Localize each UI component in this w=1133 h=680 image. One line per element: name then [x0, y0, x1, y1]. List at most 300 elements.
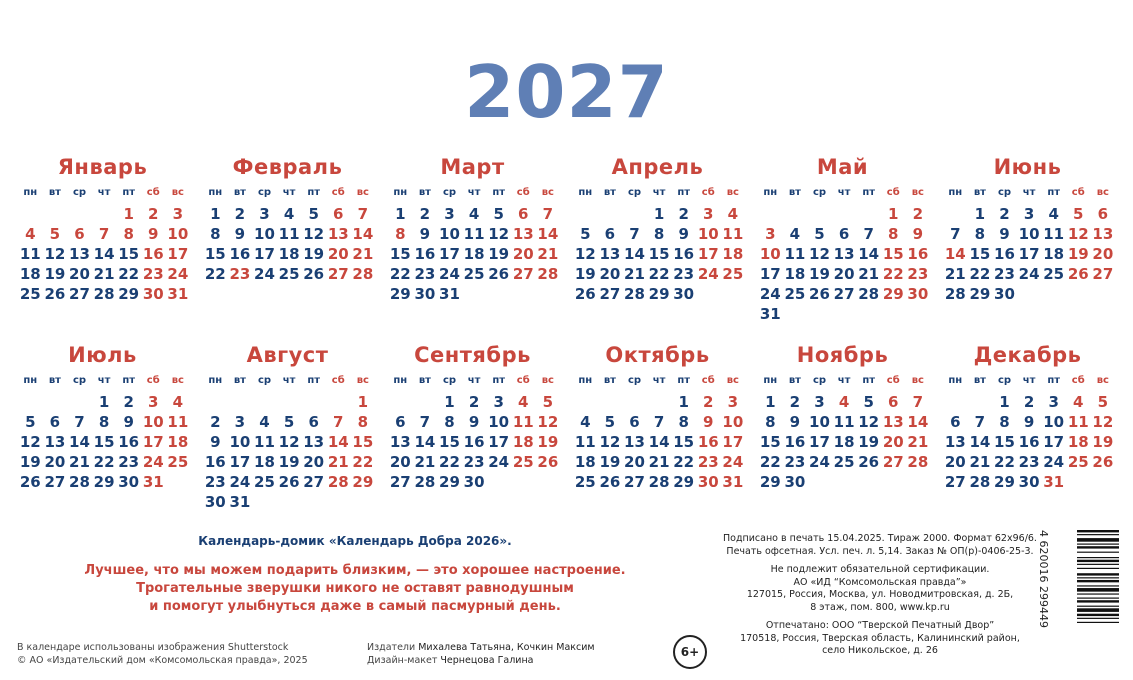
calendar-day: 3	[1048, 393, 1059, 411]
calendar-day: 13	[69, 245, 90, 263]
calendar-day: 13	[327, 225, 349, 243]
calendar-day: 23	[463, 453, 485, 471]
calendar-day: 17	[167, 245, 189, 263]
calendar-day: 5	[283, 413, 295, 431]
calendar-day: 12	[1067, 225, 1089, 243]
calendar-day: 5	[814, 225, 825, 243]
calendar-day: 31	[167, 285, 189, 303]
calendar-day: 8	[395, 225, 406, 243]
month-block	[385, 340, 560, 492]
calendar-day: 16	[994, 245, 1015, 263]
calendar-day: 17	[722, 433, 744, 451]
calendar-day: 16	[673, 245, 695, 263]
weekday-label: пт	[122, 375, 136, 386]
calendar-day: 13	[944, 433, 966, 451]
calendar-day: 22	[882, 265, 904, 283]
calendar-day: 29	[648, 285, 670, 303]
imprint-line: Не подлежит обязательной сертификации.	[770, 564, 990, 575]
month-grid	[758, 182, 930, 324]
weekday-label: чт	[837, 375, 851, 386]
calendar-day: 28	[969, 473, 991, 491]
calendar-day: 5	[1097, 393, 1109, 411]
weekday-label: вс	[726, 187, 739, 198]
calendar-day: 8	[444, 413, 455, 431]
calendar-day: 10	[1043, 413, 1065, 431]
calendar-day: 11	[722, 225, 744, 243]
weekday-label: вс	[356, 375, 369, 386]
calendar-day: 28	[414, 473, 436, 491]
weekday-label: вт	[233, 375, 246, 386]
calendar-day: 23	[142, 265, 164, 283]
calendar-day: 10	[439, 225, 460, 243]
calendar-day: 7	[974, 413, 986, 431]
barcode-bar	[1077, 614, 1119, 616]
weekday-label: сб	[146, 375, 160, 386]
barcode-bar	[1077, 608, 1119, 612]
calendar-day: 14	[537, 225, 559, 243]
calendar-day: 27	[833, 285, 855, 303]
calendar-day: 18	[512, 433, 534, 451]
weekday-label: чт	[467, 187, 481, 198]
calendar-day: 23	[1018, 453, 1040, 471]
weekday-label: пт	[862, 375, 876, 386]
barcode-bar	[1077, 585, 1119, 586]
calendar-day: 10	[254, 225, 275, 243]
calendar-day: 21	[93, 265, 115, 283]
calendar-day: 21	[352, 245, 374, 263]
calendar-day: 2	[234, 205, 246, 223]
calendar-day: 24	[722, 453, 744, 471]
calendar-day: 7	[357, 205, 369, 223]
weekday-label: ср	[997, 187, 1012, 198]
calendar-day: 15	[118, 245, 140, 263]
calendar-day: 22	[759, 453, 781, 471]
month-block	[570, 340, 745, 492]
calendar-day: 21	[858, 265, 880, 283]
calendar-day: 24	[254, 265, 275, 283]
calendar-day: 4	[727, 205, 739, 223]
calendar-day: 15	[352, 433, 374, 451]
calendar-day: 9	[468, 413, 480, 431]
calendar-day: 30	[118, 473, 140, 491]
month-name: Октябрь	[605, 343, 710, 367]
calendar-day: 20	[512, 245, 534, 263]
calendar-day: 12	[44, 245, 66, 263]
weekday-label: вт	[418, 187, 431, 198]
calendar-day: 5	[604, 413, 616, 431]
imprint	[710, 533, 1050, 658]
calendar-day: 19	[19, 453, 41, 471]
calendar-day: 1	[98, 393, 110, 411]
calendar-day: 13	[512, 225, 534, 243]
calendar-day: 9	[148, 225, 159, 243]
calendar-day: 6	[74, 225, 85, 243]
calendar-day: 14	[93, 245, 115, 263]
calendar-day: 8	[357, 413, 369, 431]
calendar-day: 25	[278, 265, 300, 283]
month-name: Февраль	[232, 155, 343, 179]
weekday-label: чт	[467, 375, 481, 386]
weekday-label: пт	[1047, 375, 1061, 386]
calendar-day: 14	[327, 433, 349, 451]
calendar-day: 22	[673, 453, 695, 471]
calendar-day: 23	[784, 453, 806, 471]
calendar-day: 27	[512, 265, 534, 283]
calendar-day: 30	[994, 285, 1015, 303]
imprint-line: АО «ИД “Комсомольская правда”»	[793, 576, 967, 588]
calendar-day: 13	[833, 245, 855, 263]
calendar-day: 20	[882, 433, 904, 451]
month-name: Июль	[68, 343, 137, 367]
calendar-day: 3	[727, 393, 739, 411]
calendar-day: 17	[439, 245, 460, 263]
calendar-day: 26	[809, 285, 830, 303]
calendar-day: 20	[44, 453, 66, 471]
weekday-label: вт	[603, 375, 616, 386]
calendar-day: 25	[463, 265, 485, 283]
barcode-digits: 4 620016 299449	[1037, 530, 1050, 628]
calendar-day: 6	[950, 413, 961, 431]
calendar-day: 31	[229, 493, 251, 511]
weekday-label: вт	[233, 187, 246, 198]
calendar-day: 18	[167, 433, 189, 451]
calendar-day: 6	[308, 413, 319, 431]
calendar-day: 19	[303, 245, 325, 263]
calendar-day: 17	[229, 453, 251, 471]
product-title: Календарь-домик «Календарь Добра 2026».	[198, 534, 512, 548]
calendar-day: 30	[414, 285, 436, 303]
calendar-day: 11	[784, 245, 806, 263]
calendar-day: 19	[809, 265, 830, 283]
weekday-label: пн	[23, 187, 38, 198]
calendar-day: 31	[439, 285, 460, 303]
weekday-label: сб	[701, 375, 715, 386]
calendar-day: 23	[907, 265, 929, 283]
calendar-day: 23	[673, 265, 695, 283]
calendar-day: 15	[93, 433, 115, 451]
calendar-day: 18	[784, 265, 806, 283]
weekday-label: вс	[1096, 375, 1109, 386]
calendar-day: 28	[907, 453, 929, 471]
weekday-label: сб	[1071, 375, 1085, 386]
calendar-day: 13	[624, 433, 645, 451]
calendar-day: 9	[999, 225, 1010, 243]
month-name: Сентябрь	[414, 343, 531, 367]
weekday-label: ср	[257, 187, 272, 198]
calendar-day: 13	[389, 433, 411, 451]
calendar-day: 18	[1043, 245, 1065, 263]
calendar-day: 14	[944, 245, 966, 263]
calendar-day: 6	[518, 205, 529, 223]
weekday-label: вс	[726, 375, 739, 386]
month-grid	[573, 370, 745, 492]
calendar-day: 29	[93, 473, 115, 491]
weekday-label: вт	[418, 375, 431, 386]
calendar-day: 4	[518, 393, 529, 411]
barcode-bar	[1077, 552, 1119, 553]
calendar-day: 28	[944, 285, 966, 303]
calendar-day: 17	[142, 433, 164, 451]
calendar-day: 11	[167, 413, 189, 431]
calendar-day: 21	[648, 453, 670, 471]
calendar-day: 15	[759, 433, 781, 451]
calendar-day: 13	[303, 433, 325, 451]
calendar-day: 25	[574, 473, 596, 491]
calendar-day: 26	[599, 473, 621, 491]
calendar-day: 20	[833, 265, 855, 283]
calendar-day: 5	[542, 393, 554, 411]
calendar-day: 28	[537, 265, 559, 283]
calendar-day: 18	[833, 433, 855, 451]
calendar-day: 7	[333, 413, 344, 431]
calendar-day: 21	[537, 245, 559, 263]
calendar-day: 27	[1092, 265, 1114, 283]
weekday-label: вс	[541, 375, 554, 386]
imprint-line: 127015, Россия, Москва, ул. Новодмитровская, д. 2Б,	[746, 589, 1014, 600]
calendar-day: 4	[283, 205, 295, 223]
calendar-day: 1	[765, 393, 776, 411]
barcode-bar	[1077, 598, 1119, 599]
calendar-day: 25	[722, 265, 744, 283]
calendar-day: 28	[648, 473, 670, 491]
calendar-day: 30	[673, 285, 695, 303]
calendar-day: 17	[759, 265, 781, 283]
barcode-bar	[1077, 588, 1119, 592]
calendar-day: 30	[697, 473, 719, 491]
calendar-day: 8	[653, 225, 665, 243]
calendar-day: 8	[210, 225, 221, 243]
calendar-day: 2	[419, 205, 431, 223]
calendar-day: 28	[858, 285, 880, 303]
month-block	[940, 152, 1115, 304]
slogan-line-2: Трогательные зверушки никого не оставят равнодушным	[136, 581, 574, 596]
year-title: 2027	[464, 50, 669, 134]
calendar-day: 24	[1043, 453, 1065, 471]
calendar-day: 18	[19, 265, 41, 283]
calendar-day: 18	[574, 453, 596, 471]
calendar-day: 5	[863, 393, 874, 411]
weekday-label: вс	[541, 187, 554, 198]
calendar-day: 4	[172, 393, 184, 411]
barcode-bar	[1077, 606, 1119, 607]
month-block	[15, 152, 190, 304]
month-grid	[388, 370, 560, 492]
calendar-day: 27	[882, 453, 904, 471]
weekday-label: чт	[652, 375, 666, 386]
weekday-label: пн	[578, 375, 593, 386]
slogan	[40, 562, 670, 616]
calendar-day: 24	[142, 453, 164, 471]
barcode-bar	[1077, 577, 1119, 578]
calendar-day: 19	[537, 433, 559, 451]
calendar-day: 21	[327, 453, 349, 471]
calendar-day: 11	[833, 413, 855, 431]
weekday-label: пт	[677, 187, 691, 198]
calendar-day: 5	[49, 225, 61, 243]
weekday-label: вс	[356, 187, 369, 198]
calendar-day: 29	[118, 285, 140, 303]
calendar-day: 10	[167, 225, 189, 243]
calendar-day: 25	[512, 453, 534, 471]
calendar-day: 24	[439, 265, 460, 283]
calendar-day: 16	[204, 453, 226, 471]
calendar-day: 10	[759, 245, 781, 263]
calendar-day: 23	[697, 453, 719, 471]
imprint-line: Подписано в печать 15.04.2025. Тираж 2000. Формат 62х96/6.	[723, 533, 1037, 544]
calendar-day: 11	[1043, 225, 1065, 243]
calendar-day: 25	[1067, 453, 1089, 471]
month-grid	[943, 370, 1115, 492]
calendar-day: 18	[1067, 433, 1089, 451]
calendar-day: 22	[352, 453, 374, 471]
month-name: Август	[246, 343, 329, 367]
calendar-day: 28	[69, 473, 90, 491]
calendar-day: 19	[44, 265, 66, 283]
calendar-day: 8	[98, 413, 110, 431]
calendar-day: 23	[994, 265, 1015, 283]
calendar-day: 23	[118, 453, 140, 471]
calendar-day: 2	[912, 205, 924, 223]
barcode-bar	[1077, 564, 1119, 565]
weekday-label: вт	[788, 187, 801, 198]
calendar-day: 12	[488, 225, 510, 243]
calendar-day: 11	[254, 433, 275, 451]
calendar-day: 30	[142, 285, 164, 303]
calendar-day: 16	[229, 245, 251, 263]
calendar-day: 25	[167, 453, 189, 471]
calendar-day: 7	[419, 413, 431, 431]
calendar-day: 24	[697, 265, 719, 283]
calendar-day: 4	[1073, 393, 1084, 411]
calendar-day: 10	[488, 413, 510, 431]
calendar-day: 6	[888, 393, 899, 411]
weekday-label: пн	[948, 187, 963, 198]
calendar-day: 11	[512, 413, 534, 431]
imprint-line: село Никольское, д. 26	[822, 645, 938, 656]
weekday-label: вс	[911, 375, 924, 386]
calendar-day: 28	[624, 285, 645, 303]
calendar-day: 17	[697, 245, 719, 263]
weekday-label: сб	[146, 187, 160, 198]
weekday-label: пт	[492, 375, 506, 386]
calendar-day: 20	[389, 453, 411, 471]
barcode-bar	[1077, 618, 1119, 619]
calendar-day: 6	[604, 225, 616, 243]
calendar-day: 23	[414, 265, 436, 283]
weekday-label: пт	[677, 375, 691, 386]
calendar-day: 13	[599, 245, 621, 263]
calendar-day: 11	[1067, 413, 1089, 431]
imprint-line: Печать офсетная. Усл. печ. л. 5,14. Заказ № ОП(р)-0406-25-3.	[726, 545, 1034, 557]
calendar-day: 27	[624, 473, 645, 491]
month-name: Ноябрь	[796, 343, 889, 367]
weekday-label: пн	[393, 187, 408, 198]
calendar-day: 4	[789, 225, 801, 243]
calendar-day: 6	[1097, 205, 1109, 223]
calendar-day: 5	[308, 205, 319, 223]
calendar-day: 26	[488, 265, 510, 283]
calendar-day: 22	[118, 265, 140, 283]
calendar-day: 16	[463, 433, 485, 451]
calendar-day: 27	[69, 285, 90, 303]
calendar-day: 26	[858, 453, 880, 471]
slogan-line-1: Лучшее, что мы можем подарить близким, — это хорошее настроение.	[84, 563, 626, 578]
calendar-day: 3	[234, 413, 246, 431]
calendar-day: 12	[1092, 413, 1114, 431]
calendar-day: 20	[599, 265, 621, 283]
calendar-day: 10	[722, 413, 744, 431]
barcode-number	[1037, 530, 1074, 660]
barcode-bar	[1077, 530, 1119, 532]
month-grid	[18, 370, 190, 492]
barcode-bar	[1077, 600, 1119, 602]
calendar-day: 1	[999, 393, 1010, 411]
weekday-label: сб	[886, 187, 900, 198]
calendar-day: 16	[784, 433, 806, 451]
month-block	[385, 152, 560, 304]
calendar-day: 8	[123, 225, 134, 243]
calendar-day: 19	[278, 453, 300, 471]
calendar-day: 21	[907, 433, 929, 451]
calendar-day: 10	[809, 413, 830, 431]
publisher-credits	[367, 641, 595, 667]
calendar-day: 18	[254, 453, 275, 471]
calendar-day: 31	[759, 305, 781, 323]
weekday-label: вт	[973, 187, 986, 198]
weekday-label: ср	[627, 187, 642, 198]
calendar-day: 24	[167, 265, 189, 283]
calendar-day: 29	[673, 473, 695, 491]
calendar-day: 14	[648, 433, 670, 451]
weekday-label: сб	[1071, 187, 1085, 198]
calendar-day: 16	[907, 245, 929, 263]
month-block	[755, 152, 930, 324]
weekday-label: чт	[282, 375, 296, 386]
weekday-label: ср	[442, 187, 457, 198]
month-name: Май	[816, 155, 869, 179]
calendar-day: 3	[703, 205, 714, 223]
imprint-line: 8 этаж, пом. 800, www.kp.ru	[810, 601, 950, 613]
weekday-label: ср	[72, 187, 87, 198]
weekday-label: пн	[763, 375, 778, 386]
image-credits	[17, 641, 308, 667]
calendar-day: 13	[882, 413, 904, 431]
weekday-label: вс	[171, 187, 184, 198]
calendar-day: 5	[580, 225, 591, 243]
calendar-day: 24	[488, 453, 510, 471]
calendar-day: 31	[1043, 473, 1065, 491]
weekday-label: сб	[701, 187, 715, 198]
weekday-label: чт	[282, 187, 296, 198]
calendar-day: 20	[624, 453, 645, 471]
calendar-day: 28	[352, 265, 374, 283]
month-name: Январь	[57, 155, 148, 179]
calendar-day: 2	[123, 393, 134, 411]
calendar-day: 26	[1092, 453, 1114, 471]
calendar-day: 3	[493, 393, 504, 411]
calendar-day: 5	[25, 413, 36, 431]
calendar-day: 11	[19, 245, 41, 263]
weekday-label: чт	[652, 187, 666, 198]
weekday-label: сб	[331, 375, 345, 386]
calendar-day: 11	[278, 225, 300, 243]
calendar-day: 12	[574, 245, 596, 263]
barcode-bar	[1077, 622, 1119, 623]
month-name: Апрель	[611, 155, 704, 179]
calendar-day: 19	[858, 433, 880, 451]
calendar-day: 1	[123, 205, 134, 223]
calendar-day: 2	[148, 205, 159, 223]
